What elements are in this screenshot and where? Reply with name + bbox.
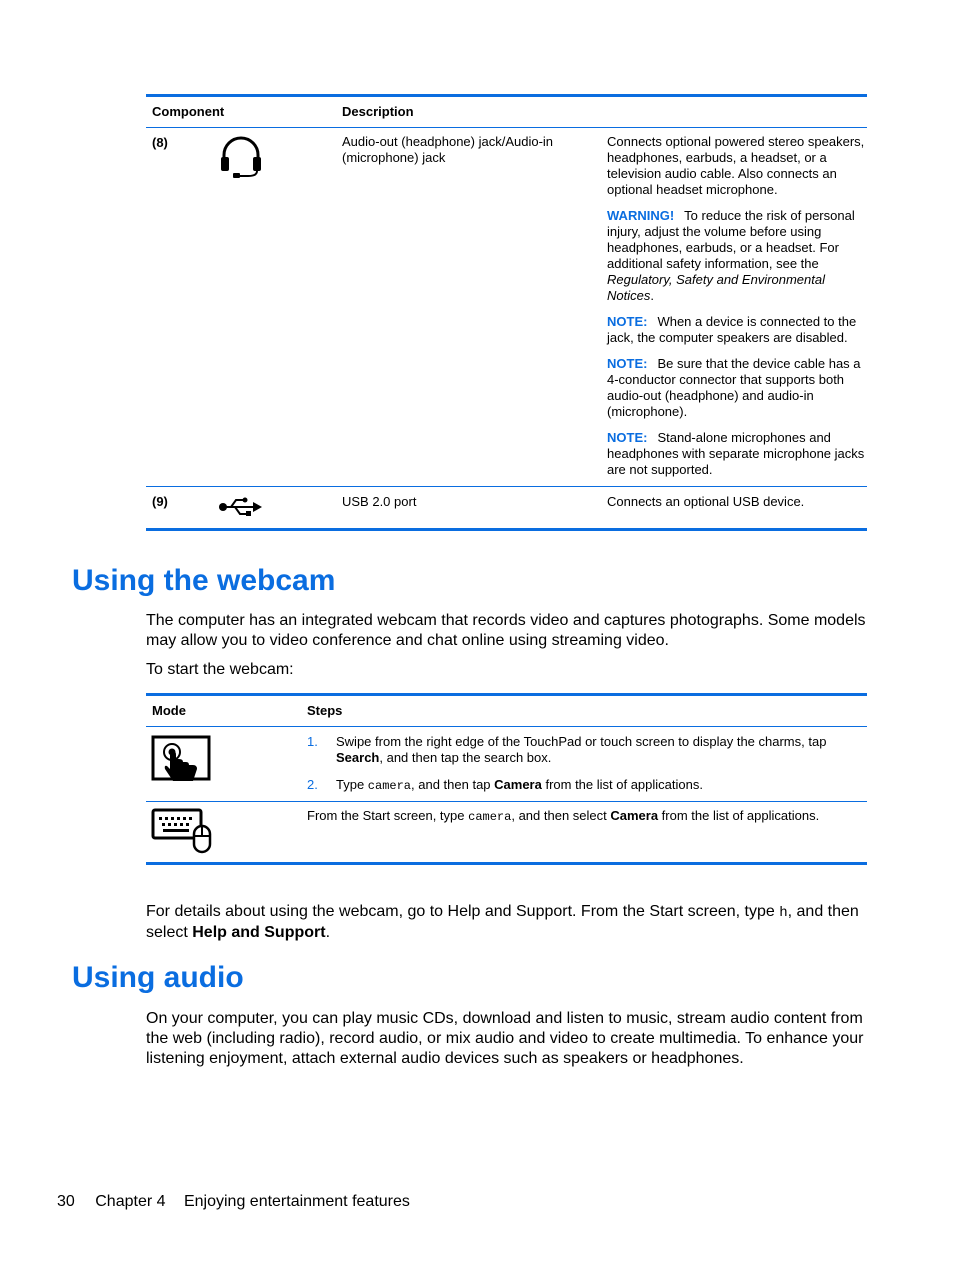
header-description: Description <box>342 104 414 119</box>
touch-step-number: 2. <box>307 777 318 792</box>
headphone-jack-icon <box>218 135 264 179</box>
details-text-end: . <box>325 924 331 941</box>
note-label: NOTE: <box>607 356 648 371</box>
step-text-mid: , and then tap <box>411 777 495 792</box>
mode-table-header-rule <box>146 726 867 727</box>
details-text-start: For details about using the webcam, go to Help and Support. From the Start screen, type <box>146 903 780 920</box>
step-text-end: from the list of applications. <box>658 808 820 823</box>
touch-screen-icon <box>151 735 211 787</box>
page-number: 30 <box>57 1193 75 1210</box>
chapter-title: Enjoying entertainment features <box>183 1193 410 1210</box>
step-text-end: , and then tap the search box. <box>379 750 552 765</box>
audio-intro: On your computer, you can play music CDs, download and listen to music, stream audio content from the web (including radio), record audio, or mix audio and video to create multimedia. To enhance your listening enjoyment, attach external audio devices such as speakers or headphones. <box>146 1010 864 1067</box>
webcam-start-text: To start the webcam: <box>146 661 294 678</box>
description-text: Connects optional powered stereo speakers, headphones, earbuds, a headset, or a television audio cable. Also connects an optional headset microphone. <box>607 134 865 197</box>
note-callout <box>607 430 865 478</box>
mode-table-row-rule <box>146 801 867 802</box>
note-callout <box>607 314 865 346</box>
row-number: (9) <box>152 494 168 509</box>
step-text-end: from the list of applications. <box>541 777 703 792</box>
row-number: (8) <box>152 135 168 150</box>
component-description <box>607 134 865 488</box>
touch-step-text <box>336 777 856 794</box>
webcam-intro: The computer has an integrated webcam that records video and captures photographs. Some models may allow you to video conference and chat online using streaming video. <box>146 612 866 649</box>
component-name: Audio-out (headphone) jack/Audio-in (microphone) jack <box>342 134 554 165</box>
webcam-details <box>146 902 868 943</box>
step-text-bold: Search <box>336 750 380 765</box>
page-footer <box>57 1192 410 1212</box>
step-text-start: Type <box>336 777 368 792</box>
header-mode: Mode <box>152 703 186 718</box>
details-text-mid: , and then select <box>146 903 859 941</box>
component-name: USB 2.0 port <box>342 494 417 509</box>
note-label: NOTE: <box>607 430 648 445</box>
warning-callout <box>607 208 865 304</box>
note-text: When a device is connected to the jack, the computer speakers are disabled. <box>607 314 857 345</box>
step-code: camera <box>468 810 512 824</box>
step-text-start: From the Start screen, type <box>307 808 469 823</box>
step-text-start: Swipe from the right edge of the TouchPad or touch screen to display the charms, tap <box>336 734 827 749</box>
keyboard-step-text <box>307 808 862 825</box>
section-heading-audio: Using audio <box>72 961 244 994</box>
step-text-bold: Camera <box>494 777 542 792</box>
step-text-mid: , and then select <box>511 808 611 823</box>
table-row-rule <box>146 486 867 487</box>
table-header-rule <box>146 127 867 128</box>
note-text: Stand-alone microphones and headphones with separate microphone jacks are not supported. <box>607 430 865 477</box>
mode-table-top-rule <box>146 693 867 696</box>
component-description: Connects an optional USB device. <box>607 494 805 509</box>
header-component: Component <box>152 104 225 119</box>
header-steps: Steps <box>307 703 343 718</box>
warning-italic: Regulatory, Safety and Environmental Notices <box>607 272 825 303</box>
usb-icon <box>218 496 262 518</box>
table-bottom-rule <box>146 528 867 531</box>
step-code: camera <box>367 779 412 793</box>
touch-step-number: 1. <box>307 734 318 749</box>
chapter-label: Chapter 4 <box>95 1193 166 1210</box>
warning-label: WARNING! <box>607 208 675 223</box>
touch-step-text <box>336 734 856 766</box>
table-top-rule <box>146 94 867 97</box>
mode-table-bottom-rule <box>146 862 867 865</box>
warning-text: To reduce the risk of personal injury, adjust the volume before using headphones, earbuds, or a headset. For additional safety information, see the <box>607 208 855 271</box>
keyboard-mouse-icon <box>151 808 213 854</box>
section-heading-webcam: Using the webcam <box>72 564 336 597</box>
note-label: NOTE: <box>607 314 648 329</box>
details-bold: Help and Support <box>192 924 326 941</box>
details-code: h <box>779 905 788 921</box>
note-callout <box>607 356 865 420</box>
step-text-bold: Camera <box>610 808 659 823</box>
note-text: Be sure that the device cable has a 4-conductor connector that supports both audio-out (headphone) and audio-in (microphone). <box>607 356 861 419</box>
warning-end: . <box>650 288 654 303</box>
